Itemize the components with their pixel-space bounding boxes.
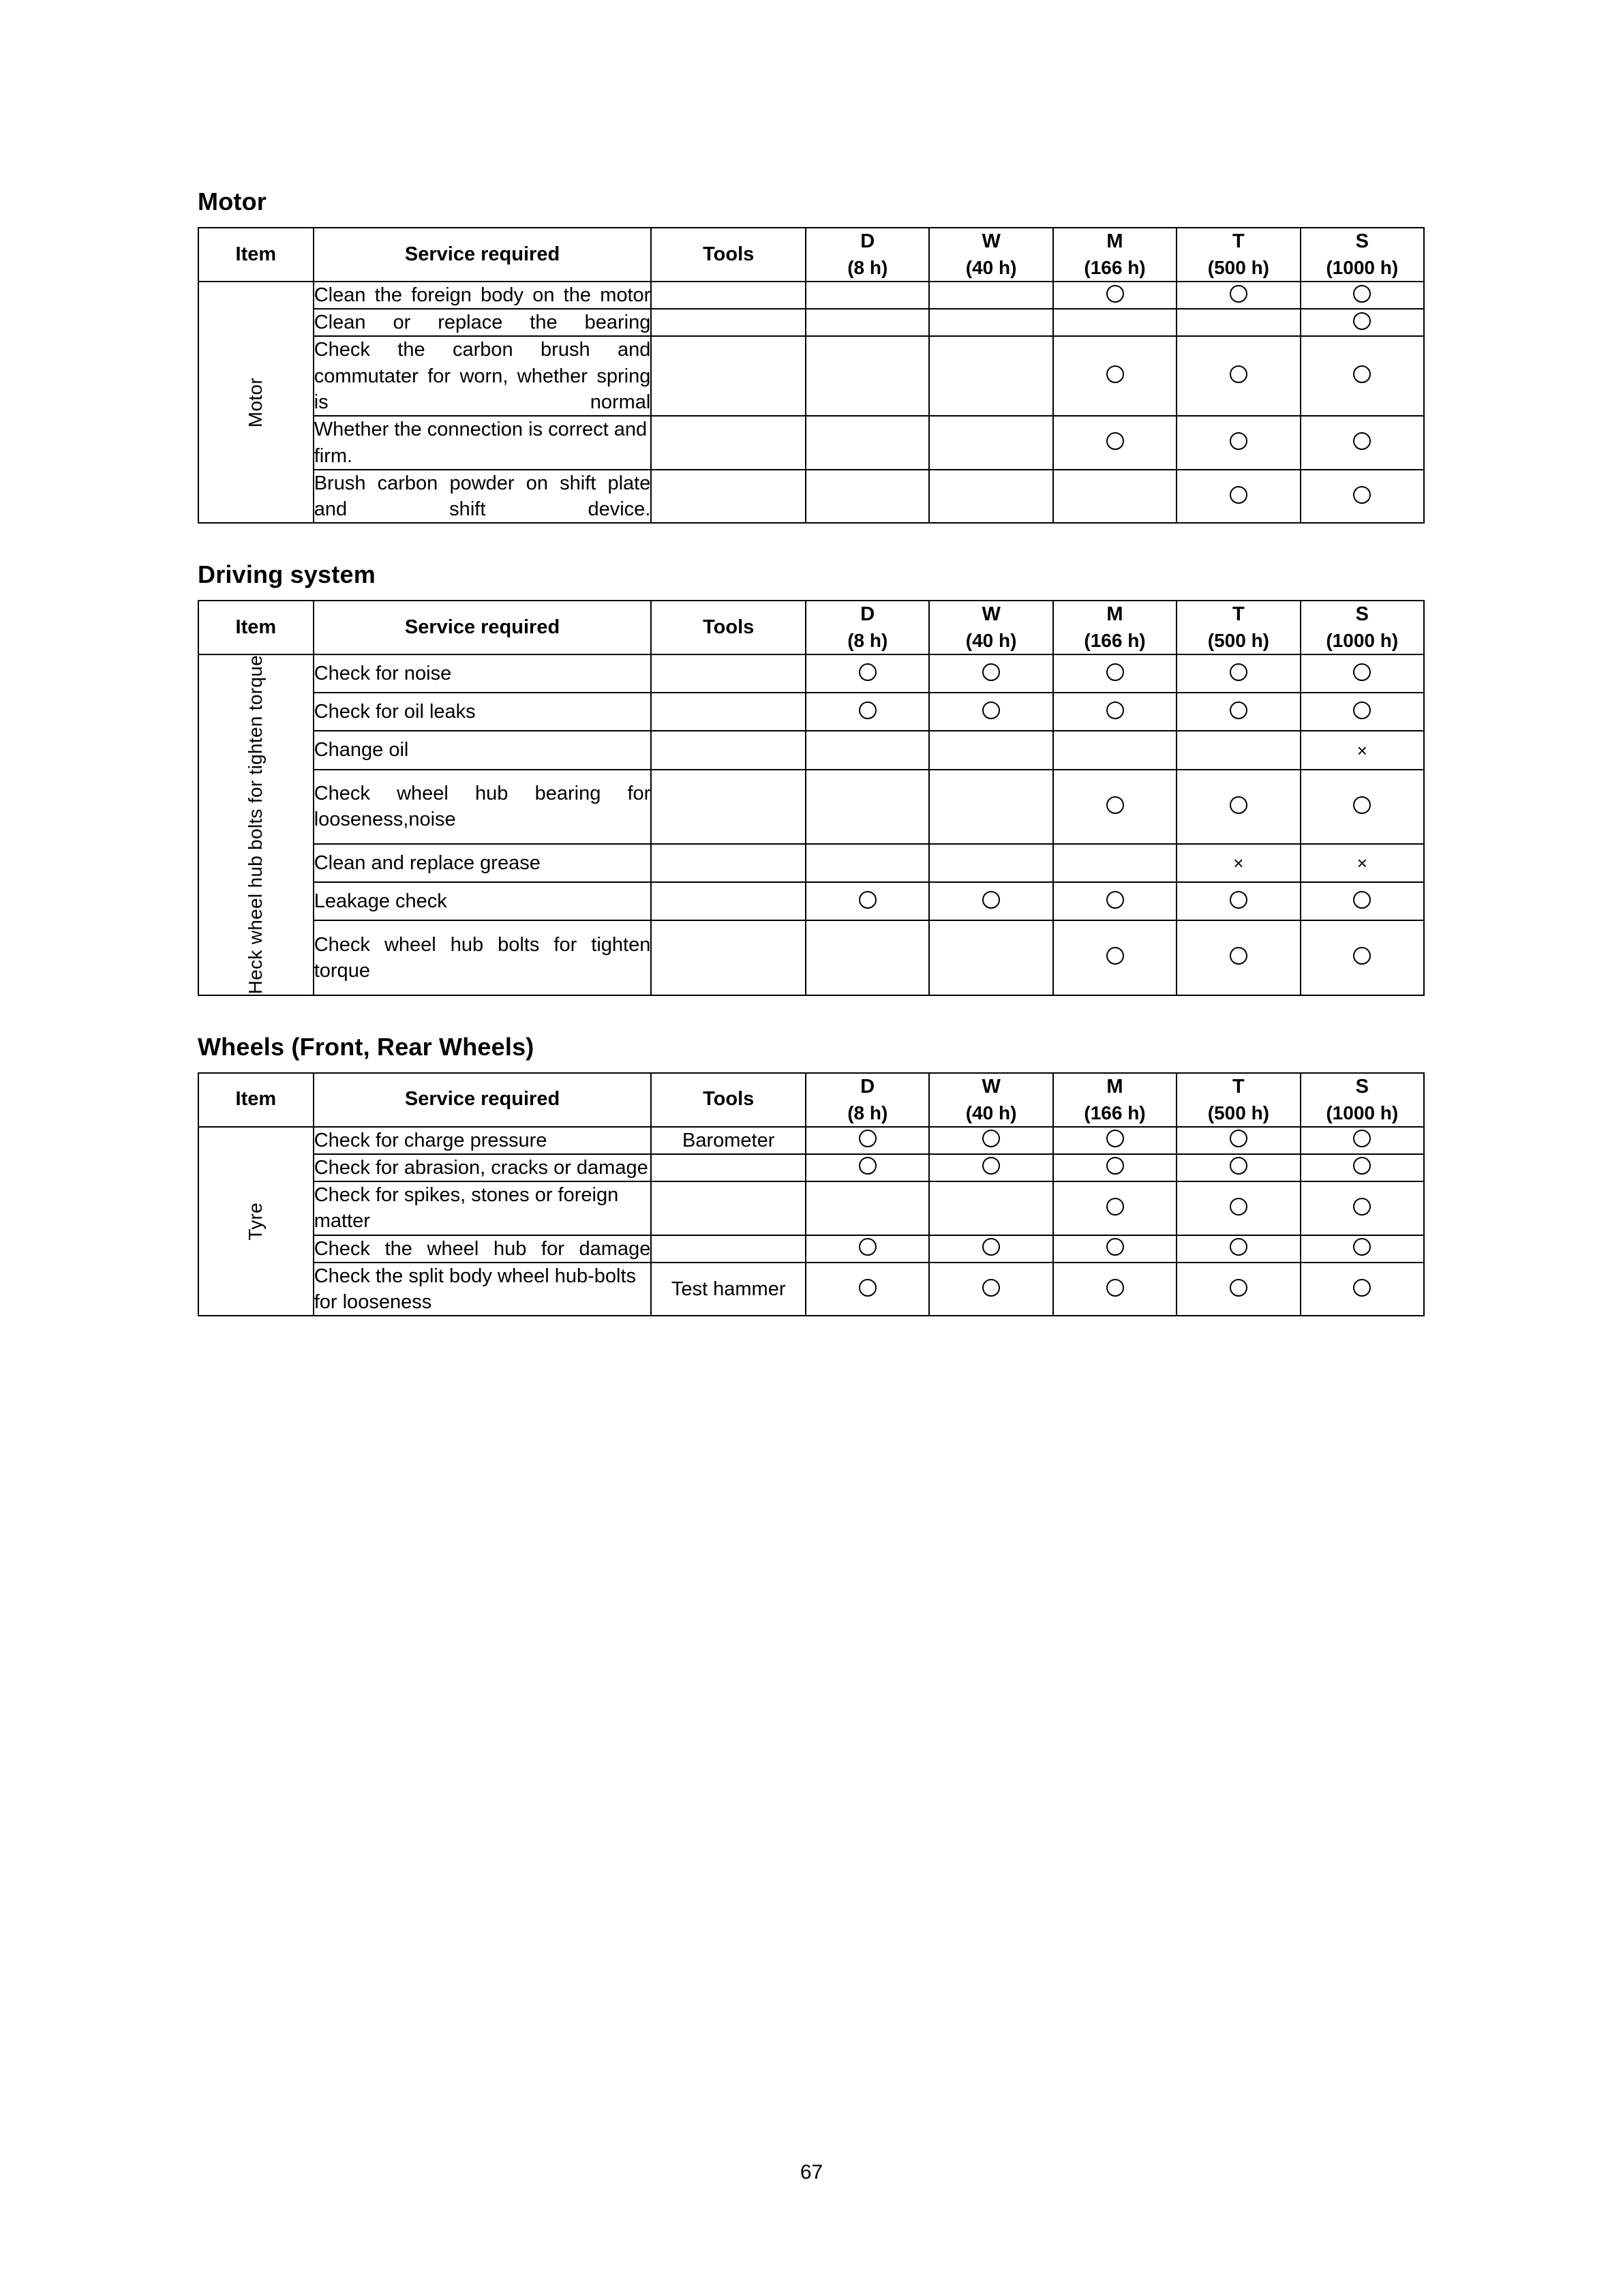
interval-hours: (166 h) [1084,1102,1146,1123]
interval-mark-t [1177,309,1300,336]
tools-cell [651,654,806,693]
interval-hours: (166 h) [1084,630,1146,652]
service-description: Brush carbon powder on shift plate and shift device. [314,470,652,524]
interval-mark-d [806,1127,929,1154]
interval-mark-w [929,770,1052,844]
column-header-item: Item [198,601,314,654]
interval-mark-s [1301,770,1424,844]
interval-mark-w [929,282,1052,309]
table-row [198,654,1424,693]
maintenance-table-driving-system [198,600,1425,995]
interval-mark-d [806,882,929,920]
page-number: 67 [800,2161,823,2184]
service-description: Check for charge pressure [314,1127,652,1154]
table-header-row [198,228,1424,282]
table-row [198,309,1424,336]
table-row [198,470,1424,524]
interval-mark-s [1301,1235,1424,1263]
interval-mark-w [929,920,1052,995]
interval-hours: (500 h) [1207,630,1269,652]
interval-mark-m [1053,416,1177,470]
interval-mark-m [1053,1181,1177,1235]
interval-mark-d [806,654,929,693]
interval-mark-w [929,416,1052,470]
tools-cell [651,844,806,882]
table-row [198,693,1424,731]
column-header-interval-t [1177,1073,1300,1127]
interval-mark-w [929,1235,1052,1263]
interval-hours: (500 h) [1207,1102,1269,1123]
interval-mark-d [806,1181,929,1235]
tools-cell [651,1181,806,1235]
interval-mark-w [929,731,1052,769]
column-header-service: Service required [314,1073,652,1127]
table-row [198,1181,1424,1235]
interval-mark-m [1053,1235,1177,1263]
service-description: Check for abrasion, cracks or damage [314,1154,652,1181]
column-header-interval-m [1053,1073,1177,1127]
service-description: Check wheel hub bolts for tighten torque [314,920,652,995]
item-group-label: Heck wheel hub bolts for tighten torque [245,655,267,995]
service-description: Check the wheel hub for damage [314,1235,652,1263]
interval-hours: (8 h) [847,1102,888,1123]
interval-mark-s [1301,1263,1424,1316]
interval-code: M [1106,603,1123,626]
interval-mark-t [1177,470,1300,524]
interval-hours: (166 h) [1084,257,1146,279]
item-group-label: Motor [245,377,267,427]
item-group-label: Tyre [245,1202,267,1241]
service-description: Leakage check [314,882,652,920]
interval-mark-t [1177,1263,1300,1316]
interval-code: T [1232,603,1245,626]
tools-cell [651,309,806,336]
service-description: Clean and replace grease [314,844,652,882]
table-row [198,1127,1424,1154]
interval-mark-d [806,416,929,470]
interval-mark-m [1053,336,1177,416]
interval-mark-d [806,693,929,731]
interval-mark-w [929,309,1052,336]
interval-mark-w [929,693,1052,731]
interval-hours: (40 h) [965,1102,1017,1123]
column-header-item: Item [198,228,314,282]
table-row [198,1154,1424,1181]
interval-mark-w [929,1154,1052,1181]
interval-hours: (1000 h) [1326,1102,1399,1123]
interval-mark-m [1053,1263,1177,1316]
interval-mark-s [1301,416,1424,470]
interval-mark-t [1177,731,1300,769]
service-description: Change oil [314,731,652,769]
interval-code: D [860,230,875,252]
column-header-interval-d [806,228,929,282]
interval-mark-w [929,1127,1052,1154]
service-description: Check the carbon brush and commutater for worn, whether spring is normal [314,336,652,416]
interval-mark-t [1177,1127,1300,1154]
table-header-row [198,1073,1424,1127]
interval-code: T [1232,230,1245,252]
interval-mark-s [1301,1154,1424,1181]
interval-mark-w [929,470,1052,524]
interval-mark-d [806,844,929,882]
interval-mark-w [929,844,1052,882]
column-header-service: Service required [314,601,652,654]
table-row [198,336,1424,416]
interval-mark-t [1177,693,1300,731]
service-description: Whether the connection is correct and firm. [314,416,652,470]
section-title-wheels: Wheels (Front, Rear Wheels) [198,1032,534,1061]
interval-mark-m [1053,920,1177,995]
interval-mark-s [1301,654,1424,693]
interval-mark-d [806,920,929,995]
tools-cell [651,470,806,524]
tools-cell [651,336,806,416]
interval-mark-w [929,1263,1052,1316]
column-header-interval-d [806,601,929,654]
column-header-interval-w [929,1073,1052,1127]
table-row [198,1263,1424,1316]
interval-mark-d [806,309,929,336]
interval-mark-d [806,731,929,769]
tools-cell [651,1154,806,1181]
column-header-interval-s [1301,228,1424,282]
service-description: Clean the foreign body on the motor [314,282,652,309]
tools-cell [651,416,806,470]
interval-mark-s [1301,1181,1424,1235]
interval-code: S [1355,603,1369,626]
interval-mark-w [929,1181,1052,1235]
interval-hours: (8 h) [847,630,888,652]
interval-mark-t [1177,336,1300,416]
interval-mark-d [806,336,929,416]
column-header-interval-m [1053,601,1177,654]
tools-cell [651,770,806,844]
table-row [198,282,1424,309]
column-header-interval-t [1177,601,1300,654]
interval-mark-d [806,282,929,309]
interval-mark-s: × [1301,844,1424,882]
interval-mark-d [806,770,929,844]
interval-mark-m [1053,770,1177,844]
interval-mark-t [1177,770,1300,844]
interval-mark-d [806,470,929,524]
interval-mark-m [1053,654,1177,693]
interval-hours: (1000 h) [1326,257,1399,279]
service-description: Clean or replace the bearing [314,309,652,336]
interval-mark-s [1301,882,1424,920]
table-row [198,731,1424,769]
maintenance-table-wheels [198,1072,1425,1317]
interval-mark-t [1177,1181,1300,1235]
section-title-motor: Motor [198,187,267,215]
tools-cell [651,1235,806,1263]
interval-mark-t [1177,920,1300,995]
interval-hours: (500 h) [1207,257,1269,279]
tools-cell [651,920,806,995]
tools-cell [651,693,806,731]
column-header-tools: Tools [651,1073,806,1127]
interval-code: W [982,603,1001,626]
interval-mark-s [1301,920,1424,995]
interval-mark-d [806,1235,929,1263]
section-title-driving-system: Driving system [198,560,376,589]
service-description: Check the split body wheel hub-bolts for looseness [314,1263,652,1316]
service-description: Check for noise [314,654,652,693]
interval-mark-s [1301,282,1424,309]
interval-code: W [982,230,1001,252]
interval-mark-t [1177,654,1300,693]
interval-mark-w [929,882,1052,920]
interval-mark-s [1301,693,1424,731]
interval-mark-m [1053,282,1177,309]
interval-mark-s [1301,336,1424,416]
interval-mark-m [1053,844,1177,882]
table-row [198,770,1424,844]
table-row [198,920,1424,995]
interval-mark-t [1177,1235,1300,1263]
column-header-interval-s [1301,1073,1424,1127]
interval-hours: (8 h) [847,257,888,279]
interval-mark-w [929,336,1052,416]
interval-mark-m [1053,693,1177,731]
interval-code: D [860,1075,875,1098]
item-group-label-cell [198,1127,314,1316]
interval-mark-m [1053,470,1177,524]
service-description: Check wheel hub bearing for looseness,noise [314,770,652,844]
interval-mark-s [1301,309,1424,336]
interval-mark-d [806,1154,929,1181]
interval-mark-s [1301,1127,1424,1154]
interval-code: S [1355,1075,1369,1098]
tools-cell: Barometer [651,1127,806,1154]
tools-cell [651,282,806,309]
interval-mark-t: × [1177,844,1300,882]
interval-mark-m [1053,1127,1177,1154]
service-description: Check for spikes, stones or foreign matter [314,1181,652,1235]
interval-mark-w [929,654,1052,693]
interval-mark-t [1177,416,1300,470]
table-header-row [198,601,1424,654]
column-header-interval-m [1053,228,1177,282]
item-group-label-cell [198,654,314,995]
table-row [198,882,1424,920]
interval-code: D [860,603,875,626]
interval-code: M [1106,230,1123,252]
interval-mark-t [1177,282,1300,309]
interval-mark-t [1177,1154,1300,1181]
interval-code: T [1232,1075,1245,1098]
column-header-interval-s [1301,601,1424,654]
column-header-interval-d [806,1073,929,1127]
tools-cell: Test hammer [651,1263,806,1316]
table-row [198,416,1424,470]
interval-mark-s [1301,470,1424,524]
tools-cell [651,882,806,920]
interval-code: W [982,1075,1001,1098]
column-header-service: Service required [314,228,652,282]
interval-mark-m [1053,731,1177,769]
column-header-item: Item [198,1073,314,1127]
column-header-tools: Tools [651,601,806,654]
tools-cell [651,731,806,769]
interval-mark-d [806,1263,929,1316]
table-row [198,844,1424,882]
interval-mark-m [1053,1154,1177,1181]
maintenance-table-motor [198,227,1425,524]
item-group-label-cell [198,282,314,523]
interval-mark-m [1053,309,1177,336]
interval-mark-s: × [1301,731,1424,769]
interval-hours: (40 h) [965,630,1017,652]
service-description: Check for oil leaks [314,693,652,731]
interval-code: M [1106,1075,1123,1098]
interval-mark-m [1053,882,1177,920]
column-header-interval-w [929,601,1052,654]
interval-hours: (40 h) [965,257,1017,279]
column-header-interval-w [929,228,1052,282]
interval-code: S [1355,230,1369,252]
column-header-interval-t [1177,228,1300,282]
interval-mark-t [1177,882,1300,920]
table-row [198,1235,1424,1263]
interval-hours: (1000 h) [1326,630,1399,652]
column-header-tools: Tools [651,228,806,282]
